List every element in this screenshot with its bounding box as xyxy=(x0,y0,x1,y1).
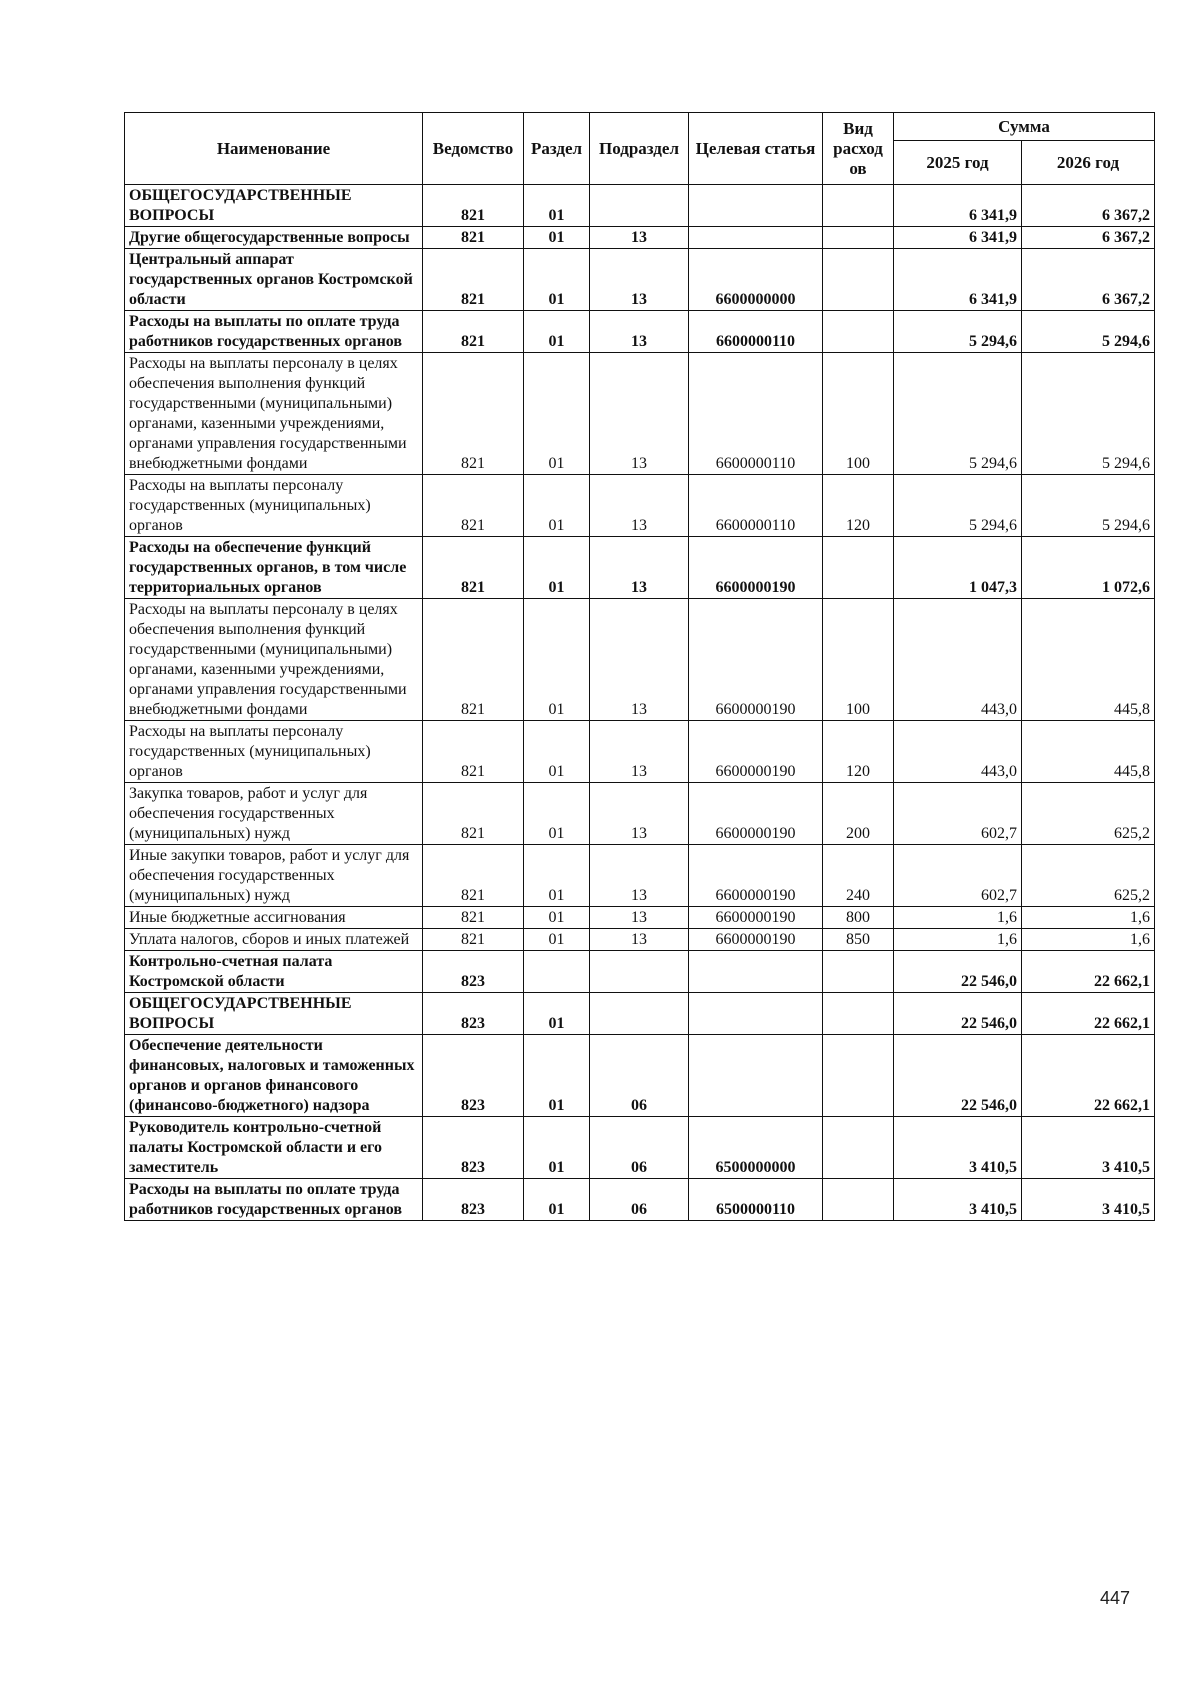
cell-subsection: 06 xyxy=(590,1179,689,1221)
cell-sum-2026: 625,2 xyxy=(1022,783,1155,845)
table-row xyxy=(125,951,1155,993)
cell-sum-2025: 22 546,0 xyxy=(894,951,1022,993)
cell-target-article: 6600000190 xyxy=(689,929,823,951)
cell-name: Другие общегосударственные вопросы xyxy=(125,227,423,249)
cell-section: 01 xyxy=(524,311,590,353)
cell-sum-2026: 1 072,6 xyxy=(1022,537,1155,599)
cell-subsection: 13 xyxy=(590,783,689,845)
cell-target-article: 6500000110 xyxy=(689,1179,823,1221)
cell-name: Иные закупки товаров, работ и услуг для обеспечения государственных (муниципальных) нужд xyxy=(125,845,423,907)
cell-sum-2026: 6 367,2 xyxy=(1022,227,1155,249)
table-row xyxy=(125,1179,1155,1221)
cell-sum-2025: 22 546,0 xyxy=(894,1035,1022,1117)
cell-expense-type xyxy=(823,185,894,227)
page-number: 447 xyxy=(1100,1588,1131,1608)
header-subsection: Подраздел xyxy=(590,113,689,185)
cell-target-article: 6600000190 xyxy=(689,845,823,907)
cell-target-article: 6600000110 xyxy=(689,353,823,475)
table-row xyxy=(125,845,1155,907)
cell-sum-2026: 1,6 xyxy=(1022,929,1155,951)
cell-target-article xyxy=(689,993,823,1035)
cell-expense-type: 120 xyxy=(823,475,894,537)
cell-subsection: 13 xyxy=(590,907,689,929)
cell-department: 823 xyxy=(423,993,524,1035)
cell-target-article: 6600000000 xyxy=(689,249,823,311)
cell-subsection: 13 xyxy=(590,599,689,721)
cell-target-article: 6600000110 xyxy=(689,475,823,537)
cell-sum-2026: 3 410,5 xyxy=(1022,1117,1155,1179)
cell-target-article: 6600000110 xyxy=(689,311,823,353)
cell-sum-2026: 6 367,2 xyxy=(1022,249,1155,311)
cell-expense-type: 100 xyxy=(823,599,894,721)
cell-name: Руководитель контрольно-счетной палаты Костромской области и его заместитель xyxy=(125,1117,423,1179)
cell-name: Обеспечение деятельности финансовых, налоговых и таможенных органов и органов финансового (финансово-бюджетного) надзора xyxy=(125,1035,423,1117)
cell-sum-2025: 5 294,6 xyxy=(894,475,1022,537)
cell-sum-2026: 5 294,6 xyxy=(1022,353,1155,475)
cell-name: Расходы на выплаты персоналу государственных (муниципальных) органов xyxy=(125,721,423,783)
header-name: Наименование xyxy=(125,113,423,185)
cell-expense-type: 120 xyxy=(823,721,894,783)
table-row xyxy=(125,311,1155,353)
cell-sum-2025: 3 410,5 xyxy=(894,1117,1022,1179)
cell-name: Контрольно-счетная палата Костромской области xyxy=(125,951,423,993)
cell-target-article: 6500000000 xyxy=(689,1117,823,1179)
header-section: Раздел xyxy=(524,113,590,185)
cell-sum-2026: 445,8 xyxy=(1022,721,1155,783)
cell-department: 821 xyxy=(423,783,524,845)
cell-target-article: 6600000190 xyxy=(689,537,823,599)
cell-name: ОБЩЕГОСУДАРСТВЕННЫЕ ВОПРОСЫ xyxy=(125,993,423,1035)
cell-expense-type xyxy=(823,1179,894,1221)
cell-sum-2025: 602,7 xyxy=(894,845,1022,907)
cell-target-article xyxy=(689,951,823,993)
cell-expense-type xyxy=(823,1035,894,1117)
cell-sum-2025: 1,6 xyxy=(894,907,1022,929)
cell-department: 823 xyxy=(423,1179,524,1221)
cell-target-article: 6600000190 xyxy=(689,599,823,721)
cell-department: 821 xyxy=(423,311,524,353)
cell-section: 01 xyxy=(524,845,590,907)
cell-name: Расходы на выплаты по оплате труда работников государственных органов xyxy=(125,1179,423,1221)
cell-sum-2025: 22 546,0 xyxy=(894,993,1022,1035)
cell-subsection: 13 xyxy=(590,311,689,353)
cell-expense-type: 240 xyxy=(823,845,894,907)
header-sum: Сумма xyxy=(894,113,1155,141)
cell-section: 01 xyxy=(524,721,590,783)
table-row xyxy=(125,249,1155,311)
cell-sum-2025: 1,6 xyxy=(894,929,1022,951)
cell-subsection: 13 xyxy=(590,929,689,951)
header-department: Ведомство xyxy=(423,113,524,185)
cell-sum-2025: 1 047,3 xyxy=(894,537,1022,599)
cell-target-article xyxy=(689,185,823,227)
cell-department: 821 xyxy=(423,845,524,907)
cell-expense-type: 100 xyxy=(823,353,894,475)
cell-department: 821 xyxy=(423,185,524,227)
cell-section: 01 xyxy=(524,475,590,537)
cell-department: 823 xyxy=(423,1035,524,1117)
cell-department: 821 xyxy=(423,353,524,475)
table-row xyxy=(125,353,1155,475)
cell-name: Центральный аппарат государственных органов Костромской области xyxy=(125,249,423,311)
cell-sum-2025: 443,0 xyxy=(894,721,1022,783)
table-row xyxy=(125,1035,1155,1117)
cell-section: 01 xyxy=(524,537,590,599)
cell-section: 01 xyxy=(524,353,590,475)
cell-subsection: 13 xyxy=(590,721,689,783)
table-body xyxy=(125,185,1155,1221)
cell-department: 821 xyxy=(423,929,524,951)
cell-department: 823 xyxy=(423,1117,524,1179)
cell-expense-type xyxy=(823,311,894,353)
cell-target-article: 6600000190 xyxy=(689,721,823,783)
cell-expense-type xyxy=(823,993,894,1035)
table-row xyxy=(125,929,1155,951)
table-row xyxy=(125,185,1155,227)
cell-sum-2026: 1,6 xyxy=(1022,907,1155,929)
cell-section: 01 xyxy=(524,249,590,311)
cell-sum-2026: 5 294,6 xyxy=(1022,475,1155,537)
cell-name: ОБЩЕГОСУДАРСТВЕННЫЕ ВОПРОСЫ xyxy=(125,185,423,227)
cell-subsection: 06 xyxy=(590,1035,689,1117)
table-row xyxy=(125,721,1155,783)
cell-sum-2025: 3 410,5 xyxy=(894,1179,1022,1221)
cell-subsection xyxy=(590,993,689,1035)
cell-expense-type: 200 xyxy=(823,783,894,845)
cell-name: Иные бюджетные ассигнования xyxy=(125,907,423,929)
cell-expense-type xyxy=(823,1117,894,1179)
cell-name: Расходы на выплаты по оплате труда работников государственных органов xyxy=(125,311,423,353)
cell-name: Расходы на выплаты персоналу в целях обеспечения выполнения функций государственными (муниципальными) органами, казенными учреждениями, органами управления государственными внебюджетными фондами xyxy=(125,599,423,721)
cell-subsection: 06 xyxy=(590,1117,689,1179)
cell-department: 821 xyxy=(423,907,524,929)
cell-department: 821 xyxy=(423,721,524,783)
budget-table xyxy=(124,112,1155,1221)
cell-subsection: 13 xyxy=(590,475,689,537)
cell-target-article: 6600000190 xyxy=(689,907,823,929)
cell-sum-2026: 3 410,5 xyxy=(1022,1179,1155,1221)
cell-sum-2025: 6 341,9 xyxy=(894,227,1022,249)
cell-sum-2025: 5 294,6 xyxy=(894,311,1022,353)
cell-expense-type xyxy=(823,537,894,599)
table-row xyxy=(125,537,1155,599)
cell-sum-2026: 625,2 xyxy=(1022,845,1155,907)
cell-section: 01 xyxy=(524,1179,590,1221)
cell-section: 01 xyxy=(524,1117,590,1179)
cell-expense-type xyxy=(823,249,894,311)
cell-department: 821 xyxy=(423,249,524,311)
cell-target-article xyxy=(689,1035,823,1117)
header-expense-type: Вид расход ов xyxy=(823,113,894,185)
header-target-article: Целевая статья xyxy=(689,113,823,185)
cell-sum-2026: 22 662,1 xyxy=(1022,951,1155,993)
cell-department: 821 xyxy=(423,599,524,721)
cell-section: 01 xyxy=(524,929,590,951)
cell-expense-type: 800 xyxy=(823,907,894,929)
header-year-2025: 2025 год xyxy=(894,141,1022,185)
cell-sum-2025: 6 341,9 xyxy=(894,249,1022,311)
cell-sum-2025: 602,7 xyxy=(894,783,1022,845)
cell-target-article: 6600000190 xyxy=(689,783,823,845)
cell-section: 01 xyxy=(524,227,590,249)
table-row xyxy=(125,1117,1155,1179)
header-year-2026: 2026 год xyxy=(1022,141,1155,185)
cell-sum-2026: 445,8 xyxy=(1022,599,1155,721)
cell-subsection xyxy=(590,185,689,227)
cell-section: 01 xyxy=(524,783,590,845)
cell-name: Расходы на выплаты персоналу в целях обеспечения выполнения функций государственными (муниципальными) органами, казенными учреждениями, органами управления государственными внебюджетными фондами xyxy=(125,353,423,475)
cell-sum-2025: 6 341,9 xyxy=(894,185,1022,227)
cell-subsection: 13 xyxy=(590,845,689,907)
cell-sum-2026: 5 294,6 xyxy=(1022,311,1155,353)
cell-section: 01 xyxy=(524,993,590,1035)
cell-name: Закупка товаров, работ и услуг для обеспечения государственных (муниципальных) нужд xyxy=(125,783,423,845)
cell-expense-type: 850 xyxy=(823,929,894,951)
table-row xyxy=(125,599,1155,721)
cell-subsection: 13 xyxy=(590,249,689,311)
table-row xyxy=(125,783,1155,845)
table-row xyxy=(125,907,1155,929)
cell-department: 821 xyxy=(423,475,524,537)
cell-section: 01 xyxy=(524,1035,590,1117)
cell-section: 01 xyxy=(524,599,590,721)
cell-department: 821 xyxy=(423,537,524,599)
cell-expense-type xyxy=(823,227,894,249)
cell-name: Расходы на обеспечение функций государственных органов, в том числе территориальных органов xyxy=(125,537,423,599)
table-row xyxy=(125,227,1155,249)
cell-expense-type xyxy=(823,951,894,993)
cell-department: 821 xyxy=(423,227,524,249)
cell-sum-2026: 22 662,1 xyxy=(1022,1035,1155,1117)
table-row xyxy=(125,993,1155,1035)
cell-sum-2025: 5 294,6 xyxy=(894,353,1022,475)
cell-section: 01 xyxy=(524,185,590,227)
cell-section xyxy=(524,951,590,993)
cell-sum-2025: 443,0 xyxy=(894,599,1022,721)
cell-subsection xyxy=(590,951,689,993)
table-row xyxy=(125,475,1155,537)
cell-name: Расходы на выплаты персоналу государственных (муниципальных) органов xyxy=(125,475,423,537)
cell-subsection: 13 xyxy=(590,353,689,475)
cell-sum-2026: 6 367,2 xyxy=(1022,185,1155,227)
cell-sum-2026: 22 662,1 xyxy=(1022,993,1155,1035)
cell-subsection: 13 xyxy=(590,227,689,249)
cell-subsection: 13 xyxy=(590,537,689,599)
cell-name: Уплата налогов, сборов и иных платежей xyxy=(125,929,423,951)
cell-section: 01 xyxy=(524,907,590,929)
cell-department: 823 xyxy=(423,951,524,993)
cell-target-article xyxy=(689,227,823,249)
